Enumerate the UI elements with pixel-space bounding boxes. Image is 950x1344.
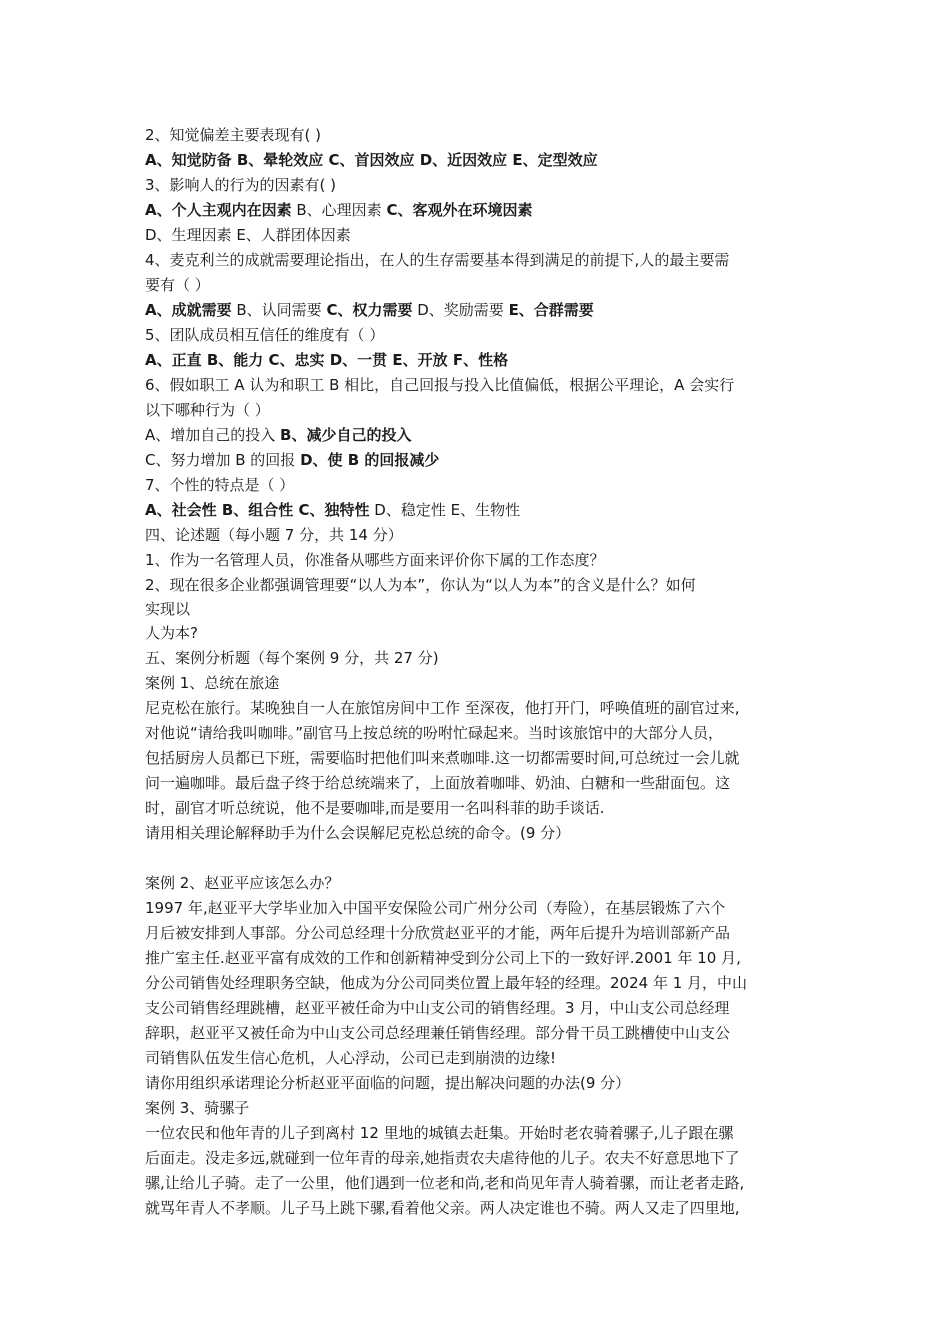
text-line [145, 597, 190, 622]
bold-answer-text: C、客观外在环境因素 [386, 201, 533, 219]
text-line [145, 1071, 630, 1096]
body-text: 对他说“请给我叫咖啡。”副官马上按总统的吩咐忙碌起来。当时该旅馆中的大部分人员， [145, 724, 724, 742]
bold-answer-text: A、成就需要 [145, 301, 232, 319]
bold-answer-text: E、合群需要 [508, 301, 594, 319]
text-line [145, 373, 734, 398]
body-text: 3、影响人的行为的因素有( ) [145, 176, 337, 194]
text-line [145, 696, 740, 721]
text-line [145, 1021, 730, 1046]
body-text: 4、麦克利兰的成就需要理论指出，在人的生存需要基本得到满足的前提下,人的最主要需 [145, 251, 730, 269]
body-text: B、心理因素 [291, 201, 387, 219]
body-text: 5、团队成员相互信任的维度有（ ） [145, 326, 385, 344]
text-line [145, 1146, 740, 1171]
text-line [145, 1121, 733, 1146]
text-line [145, 1171, 744, 1196]
bold-answer-text: A、个人主观内在因素 [145, 201, 292, 219]
body-text: 问一遍咖啡。最后盘子终于给总统端来了，上面放着咖啡、奶油、白糖和一些甜面包。这 [145, 774, 731, 792]
body-text: A、增加自己的投入 [145, 426, 281, 444]
text-line [145, 348, 508, 373]
body-text: 就骂年青人不孝顺。儿子马上跳下骡,看着他父亲。两人决定谁也不骑。两人又走了四里地, [145, 1199, 740, 1217]
text-line [145, 123, 321, 148]
text-line [145, 573, 696, 598]
text-line [145, 946, 741, 971]
text-line [145, 198, 532, 223]
body-text: 案例 3、骑骡子 [145, 1099, 250, 1117]
body-text: D、奖励需要 [412, 301, 509, 319]
text-line [145, 448, 439, 473]
body-text: 四、论述题（每小题 7 分，共 14 分） [145, 526, 403, 544]
text-line [145, 148, 598, 173]
body-text: 尼克松在旅行。某晚独自一人在旅馆房间中工作 至深夜，他打开门，呼唤值班的副官过来, [145, 699, 740, 717]
body-text: 包括厨房人员都已下班，需要临时把他们叫来煮咖啡.这一切都需要时间,可总统过一会儿就 [145, 749, 740, 767]
text-line [145, 746, 740, 771]
body-text: 推广室主任.赵亚平富有成效的工作和创新精神受到分公司上下的一致好评.2001 年 10 月, [145, 949, 741, 967]
body-text: 后面走。没走多远,就碰到一位年青的母亲,她指责农夫虐待他的儿子。农夫不好意思地下了 [145, 1149, 740, 1167]
body-text: 7、个性的特点是（ ） [145, 476, 295, 494]
bold-answer-text: C、权力需要 [326, 301, 413, 319]
text-line [145, 498, 520, 523]
body-text: 2、现在很多企业都强调管理要“以人为本”，你认为“以人为本”的含义是什么？如何 [145, 576, 696, 594]
text-line [145, 646, 439, 671]
bold-answer-text: D、使 B 的回报减少 [300, 451, 440, 469]
bold-answer-text: A、社会性 B、组合性 C、独特性 [145, 501, 370, 519]
body-text: 案例 2、赵亚平应该怎么办？ [145, 874, 340, 892]
text-line [145, 248, 729, 273]
text-line [145, 821, 570, 846]
body-text: 支公司销售经理跳槽，赵亚平被任命为中山支公司的销售经理。3 月，中山支公司总经理 [145, 999, 730, 1017]
text-line [145, 473, 294, 498]
text-line [145, 1096, 249, 1121]
text-line [145, 323, 384, 348]
bold-answer-text: A、知觉防备 B、晕轮效应 C、首因效应 D、近因效应 E、定型效应 [145, 151, 598, 169]
text-line [145, 173, 336, 198]
text-line [145, 1046, 556, 1071]
body-text: 6、假如职工 A 认为和职工 B 相比，自己回报与投入比值偏低，根据公平理论，A 会实行 [145, 376, 735, 394]
bold-answer-text: A、正直 B、能力 C、忠实 D、一贯 E、开放 F、性格 [145, 351, 509, 369]
text-line [145, 1196, 740, 1221]
body-text: 1、作为一名管理人员，你准备从哪些方面来评价你下属的工作态度？ [145, 551, 605, 569]
body-text: 实现以 [145, 600, 191, 618]
text-line [145, 223, 351, 248]
text-line [145, 771, 730, 796]
body-text: 请你用组织承诺理论分析赵亚平面临的问题，提出解决问题的办法(9 分） [145, 1074, 631, 1092]
text-line [145, 996, 729, 1021]
body-text: 1997 年,赵亚平大学毕业加入中国平安保险公司广州分公司（寿险），在基层锻炼了六个 [145, 899, 726, 917]
body-text: 辞职，赵亚平又被任命为中山支公司总经理兼任销售经理。部分骨干员工跳槽使中山支公 [145, 1024, 731, 1042]
body-text: 月后被安排到人事部。分公司总经理十分欣赏赵亚平的才能，两年后提升为培训部新产品 [145, 924, 731, 942]
body-text: 请用相关理论解释助手为什么会误解尼克松总统的命令。(9 分） [145, 824, 571, 842]
text-line [145, 548, 605, 573]
body-text: 2、知觉偏差主要表现有( ) [145, 126, 322, 144]
body-text: 一位农民和他年青的儿子到离村 12 里地的城镇去赶集。开始时老农骑着骡子,儿子跟在骡 [145, 1124, 734, 1142]
text-line [145, 523, 403, 548]
text-line [145, 671, 279, 696]
body-text: 五、案例分析题（每个案例 9 分，共 27 分) [145, 649, 439, 667]
body-text: 案例 1、总统在旅途 [145, 674, 280, 692]
bold-answer-text: B、减少自己的投入 [280, 426, 412, 444]
body-text: B、认同需要 [231, 301, 327, 319]
body-text: 分公司销售处经理职务空缺，他成为分公司同类位置上最年轻的经理。2024 年 1 月，中山 [145, 974, 748, 992]
text-line [145, 796, 605, 821]
body-text: 骡,让给儿子骑。走了一公里，他们遇到一位老和尚,老和尚见年青人骑着骡，而让老者走路, [145, 1174, 745, 1192]
body-text: 人为本? [145, 624, 198, 642]
text-line [145, 423, 411, 448]
text-line [145, 398, 270, 423]
body-text: 时，副官才听总统说，他不是要咖啡,而是要用一名叫科菲的助手谈话. [145, 799, 605, 817]
text-line [145, 871, 339, 896]
text-line [145, 721, 723, 746]
text-line [145, 298, 594, 323]
text-line [145, 896, 725, 921]
body-text: 要有（ ） [145, 276, 210, 294]
body-text: D、生理因素 E、人群团体因素 [145, 226, 351, 244]
text-line [145, 971, 747, 996]
body-text: C、努力增加 B 的回报 [145, 451, 301, 469]
text-line [145, 273, 210, 298]
body-text: 以下哪种行为（ ） [145, 401, 270, 419]
body-text: D、稳定性 E、生物性 [369, 501, 521, 519]
text-line [145, 921, 730, 946]
text-line [145, 621, 198, 646]
body-text: 司销售队伍发生信心危机，人心浮动，公司已走到崩溃的边缘! [145, 1049, 557, 1067]
